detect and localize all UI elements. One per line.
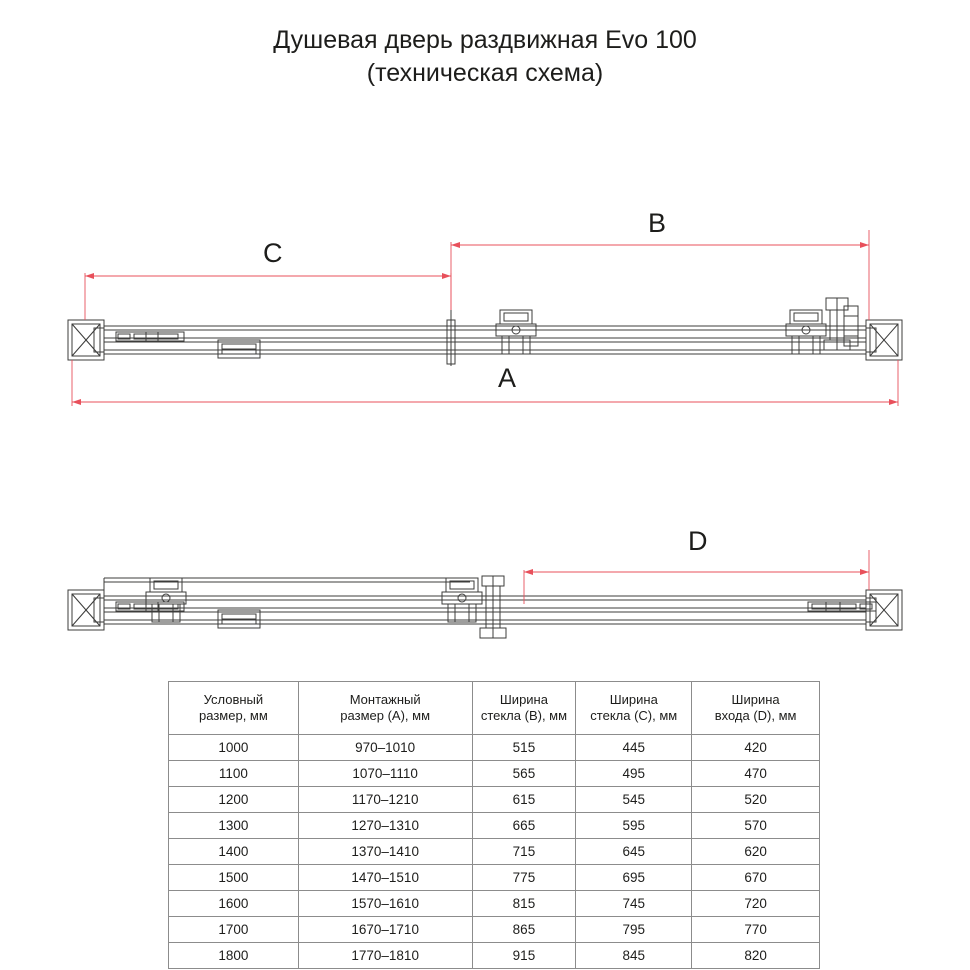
table-cell: 1500 bbox=[169, 865, 299, 891]
table-cell: 1100 bbox=[169, 761, 299, 787]
table-cell: 1270–1310 bbox=[298, 813, 472, 839]
table-header-cell bbox=[298, 682, 472, 735]
table-cell: 1400 bbox=[169, 839, 299, 865]
table-cell: 1770–1810 bbox=[298, 943, 472, 969]
table-cell: 1200 bbox=[169, 787, 299, 813]
table-row bbox=[169, 839, 820, 865]
table-row bbox=[169, 943, 820, 969]
table-row bbox=[169, 735, 820, 761]
table-header-line2: стекла (B), мм bbox=[480, 708, 568, 723]
dimension-label-d: D bbox=[688, 526, 708, 556]
table-cell: 1070–1110 bbox=[298, 761, 472, 787]
table-cell: 775 bbox=[472, 865, 576, 891]
table-cell: 1300 bbox=[169, 813, 299, 839]
left-wall-profile-2 bbox=[68, 590, 104, 630]
table-header-line1: Ширина bbox=[499, 692, 548, 707]
table-cell: 845 bbox=[576, 943, 692, 969]
table-row bbox=[169, 917, 820, 943]
table-cell: 820 bbox=[692, 943, 820, 969]
left-wall-profile bbox=[68, 320, 104, 360]
dimension-lines-top bbox=[72, 230, 898, 406]
table-cell: 970–1010 bbox=[298, 735, 472, 761]
page-title-line1: Душевая дверь раздвижная Evo 100 bbox=[273, 26, 697, 54]
table-header-line1: Условный bbox=[203, 692, 264, 707]
table-header-cell bbox=[169, 682, 299, 735]
dimension-label-c: C bbox=[263, 238, 283, 268]
table-cell: 745 bbox=[576, 891, 692, 917]
center-bracket-2 bbox=[218, 610, 260, 628]
table-cell: 515 bbox=[472, 735, 576, 761]
table-cell: 770 bbox=[692, 917, 820, 943]
right-wall-profile bbox=[866, 320, 902, 360]
table-cell: 915 bbox=[472, 943, 576, 969]
table-header-line2: входа (D), мм bbox=[714, 708, 797, 723]
table-header-cell bbox=[576, 682, 692, 735]
table-cell: 665 bbox=[472, 813, 576, 839]
specification-table bbox=[168, 681, 820, 969]
table-row bbox=[169, 891, 820, 917]
table-cell: 1370–1410 bbox=[298, 839, 472, 865]
table-header-line2: стекла (C), мм bbox=[590, 708, 678, 723]
table-row bbox=[169, 787, 820, 813]
table-cell: 795 bbox=[576, 917, 692, 943]
roller-carriage-left bbox=[496, 310, 536, 354]
left-handle-detail bbox=[116, 332, 184, 341]
table-cell: 520 bbox=[692, 787, 820, 813]
table-header-line2: размер (A), мм bbox=[340, 708, 431, 723]
dimension-label-a: A bbox=[498, 363, 517, 393]
table-cell: 815 bbox=[472, 891, 576, 917]
table-header-row bbox=[169, 682, 820, 735]
table-cell: 695 bbox=[576, 865, 692, 891]
table-cell: 445 bbox=[576, 735, 692, 761]
table-cell: 1700 bbox=[169, 917, 299, 943]
vertical-post-center bbox=[480, 576, 506, 638]
right-wall-profile-2 bbox=[866, 590, 902, 630]
drawing-bottom-view bbox=[0, 500, 970, 660]
table-cell: 495 bbox=[576, 761, 692, 787]
table-header-line1: Ширина bbox=[609, 692, 658, 707]
table-header-line1: Ширина bbox=[731, 692, 780, 707]
table-cell: 645 bbox=[576, 839, 692, 865]
table-cell: 865 bbox=[472, 917, 576, 943]
table-row bbox=[169, 865, 820, 891]
table-cell: 1170–1210 bbox=[298, 787, 472, 813]
table-cell: 570 bbox=[692, 813, 820, 839]
table-row bbox=[169, 761, 820, 787]
table-header-line1: Монтажный bbox=[349, 692, 421, 707]
table-cell: 670 bbox=[692, 865, 820, 891]
table-cell: 1000 bbox=[169, 735, 299, 761]
table-cell: 545 bbox=[576, 787, 692, 813]
table-cell: 1470–1510 bbox=[298, 865, 472, 891]
table-cell: 615 bbox=[472, 787, 576, 813]
roller-carriage-right bbox=[786, 310, 826, 354]
table-header-cell bbox=[472, 682, 576, 735]
table-cell: 1670–1710 bbox=[298, 917, 472, 943]
table-cell: 420 bbox=[692, 735, 820, 761]
table-cell: 595 bbox=[576, 813, 692, 839]
table-cell: 1800 bbox=[169, 943, 299, 969]
page-title bbox=[0, 24, 970, 90]
table-cell: 715 bbox=[472, 839, 576, 865]
dimension-label-b: B bbox=[648, 208, 667, 238]
page-title-line2: (техническая схема) bbox=[366, 59, 604, 87]
table-header-cell bbox=[692, 682, 820, 735]
left-handle-detail-2 bbox=[116, 602, 184, 611]
table-cell: 1600 bbox=[169, 891, 299, 917]
center-bracket bbox=[218, 340, 260, 358]
drawing-top-view bbox=[0, 180, 970, 430]
drawing-top-svg bbox=[0, 180, 970, 430]
table-cell: 565 bbox=[472, 761, 576, 787]
table-cell: 620 bbox=[692, 839, 820, 865]
table-row bbox=[169, 813, 820, 839]
table-cell: 720 bbox=[692, 891, 820, 917]
table-cell: 470 bbox=[692, 761, 820, 787]
table-cell: 1570–1610 bbox=[298, 891, 472, 917]
table-header-line2: размер, мм bbox=[199, 708, 268, 723]
drawing-bottom-svg bbox=[0, 500, 970, 660]
